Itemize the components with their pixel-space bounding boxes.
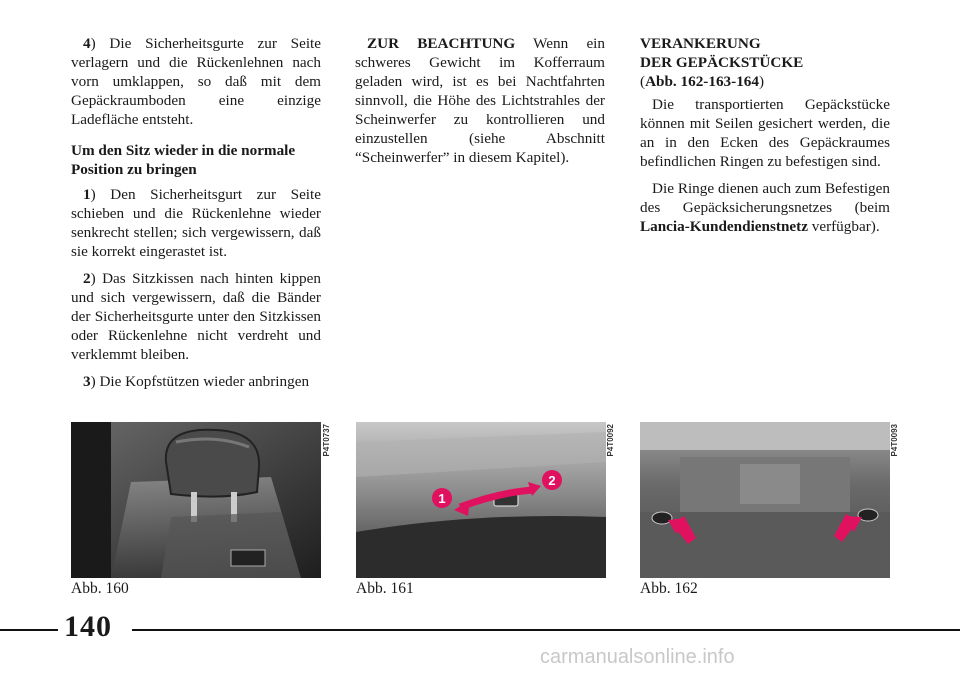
paragraph-step-3 xyxy=(71,372,321,391)
heading-line: DER GEPÄCKSTÜCKE xyxy=(640,54,804,71)
text: verfügbar). xyxy=(807,218,880,235)
figure-162-photo xyxy=(640,422,890,578)
column-middle xyxy=(355,34,605,175)
step-text: ) Die Kopfstützen wieder anbringen xyxy=(90,373,310,390)
step-number: 3 xyxy=(83,373,91,390)
watermark-text: carmanualsonline.info xyxy=(540,646,735,668)
step-text: ) Die Sicherheitsgurte zur Seite verlagern und die Rückenlehnen nach vorn umklappen, so daß mit dem Gepäckraumboden eine einzige Ladefläche entsteht. xyxy=(71,35,321,128)
figure-160-caption: Abb. 160 xyxy=(71,580,129,597)
marker-1: 1 xyxy=(438,491,446,506)
figure-160-code: P4T0737 xyxy=(322,424,331,457)
section-heading-anchoring xyxy=(640,34,890,91)
paragraph-step-4 xyxy=(71,34,321,129)
note-label: ZUR BEACHTUNG xyxy=(367,35,516,52)
paragraph-step-2 xyxy=(71,269,321,364)
heading-paren: ) xyxy=(758,73,765,90)
paragraph-step-1 xyxy=(71,185,321,261)
page-number: 140 xyxy=(64,610,112,643)
figure-162-code: P4T0093 xyxy=(890,424,899,457)
marker-2: 2 xyxy=(548,473,556,488)
column-right xyxy=(640,34,890,244)
heading-paren: ( xyxy=(640,73,646,90)
figure-161-code: P4T0092 xyxy=(606,424,615,457)
footer-rule-left xyxy=(0,629,58,631)
step-text: ) Den Sicherheitsgurt zur Seite schieben und die Rückenlehne wieder senkrecht stellen; sich vergewissern, daß sie korrekt eingerastet ist. xyxy=(71,186,321,260)
note-text: Wenn ein schweres Gewicht im Kofferraum geladen wird, ist es bei Nachtfahrten sinnvoll, die Höhe des Lichtstrahles der Scheinwerfer zu kontrollieren und einzustellen (siehe Abschnitt “Scheinwerfer” in diesem Kapitel). xyxy=(355,35,605,166)
note-paragraph xyxy=(355,34,605,167)
step-text: ) Das Sitzkissen nach hinten kippen und sich vergewissern, daß die Bänder der Sicherheitsgurte unter den Sitzkissen oder Rückenlehne nicht verdreht und verklemmt bleiben. xyxy=(71,270,321,363)
figure-161-photo xyxy=(356,422,606,578)
section-heading: Um den Sitz wieder in die normale Position zu bringen xyxy=(71,142,296,178)
step-number: 4 xyxy=(83,35,91,52)
paragraph-anchoring: Die transportierten Gepäckstücke können mit Seilen gesichert werden, die an in den Ecken des Gepäckraumes befindlichen Ringen zu befestigen sind. xyxy=(640,96,890,170)
figure-161-caption: Abb. 161 xyxy=(356,580,414,597)
footer-rule-right xyxy=(132,629,960,631)
figure-162-caption: Abb. 162 xyxy=(640,580,698,597)
step-number: 1 xyxy=(83,186,91,203)
heading-figure-ref: Abb. 162-163-164 xyxy=(645,73,759,90)
figure-160-photo xyxy=(71,422,321,578)
column-left xyxy=(71,34,321,399)
paragraph-rings xyxy=(640,179,890,236)
heading-line: VERANKERUNG xyxy=(640,35,761,52)
service-network-name: Lancia-Kundendienstnetz xyxy=(640,218,808,235)
text: Die Ringe dienen auch zum Befestigen des Gepäcksicherungsnetzes (beim xyxy=(640,180,890,216)
step-number: 2 xyxy=(83,270,91,287)
